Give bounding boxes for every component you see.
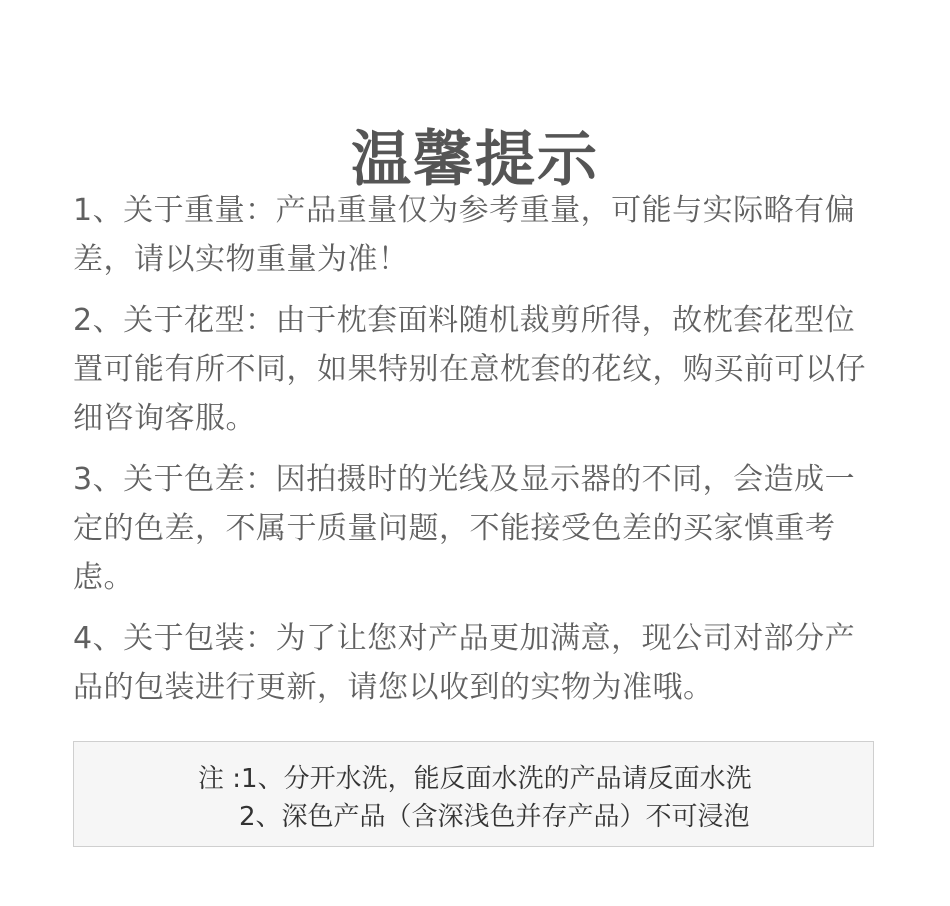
notice-pattern: 2、关于花型：由于枕套面料随机裁剪所得，故枕套花型位置可能有所不同，如果特别在意枕套的花纹，购买前可以仔细咨询客服。 [73,303,866,436]
notice-weight: 1、关于重量：产品重量仅为参考重量，可能与实际略有偏差，请以实物重量为准！ [73,193,856,277]
notice-color-difference: 3、关于色差：因拍摄时的光线及显示器的不同，会造成一定的色差，不属于质量问题，不能接受色差的买家慎重考虑。 [73,462,856,595]
wash-note-line-1: 注 :1、分开水洗，能反面水洗的产品请反面水洗 [198,764,752,794]
notice-packaging: 4、关于包装：为了让您对产品更加满意，现公司对部分产品的包装进行更新，请您以收到的实物为准哦。 [73,621,856,705]
wash-note-box [73,741,874,847]
page-title: 温馨提示 [351,125,599,196]
notice-list [73,186,883,724]
wash-note-line-2: 2、深色产品（含深浅色并存产品）不可浸泡 [239,802,750,832]
